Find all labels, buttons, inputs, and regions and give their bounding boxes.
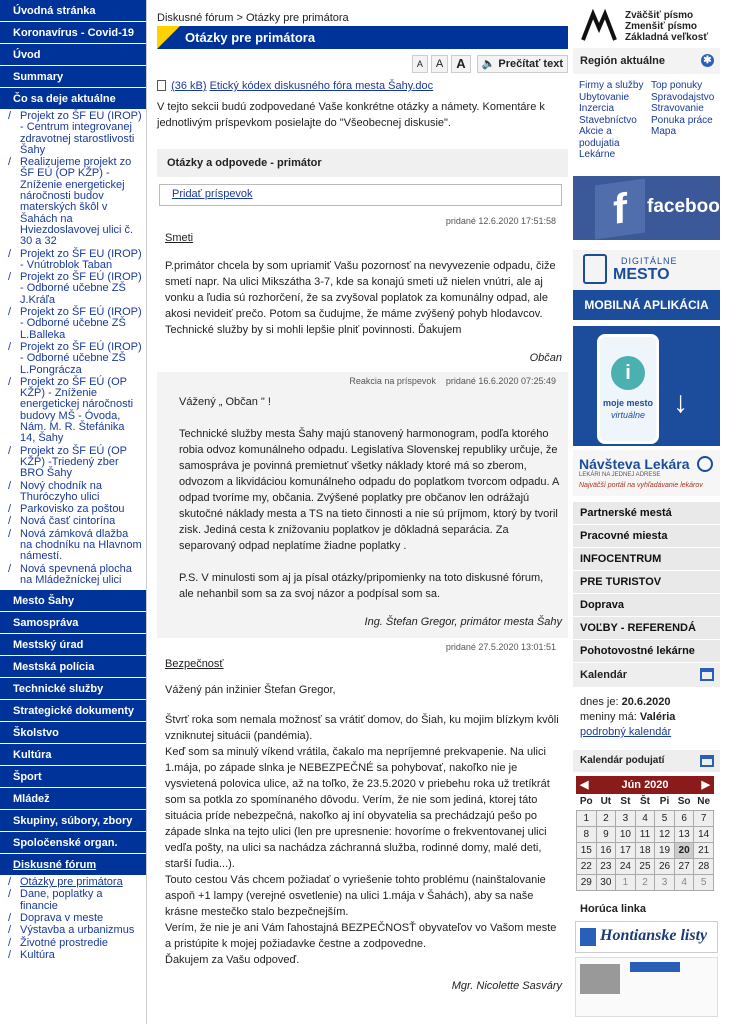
read-text-button[interactable] <box>477 55 568 73</box>
prev-month-arrow-icon[interactable]: ◀ <box>580 779 589 791</box>
facebook-banner[interactable] <box>573 176 736 240</box>
calendar-day[interactable]: 27 <box>674 858 694 874</box>
forum-list <box>0 876 146 965</box>
news-link[interactable]: / Parkovisko za poštou <box>0 504 146 515</box>
calendar-day[interactable]: 4 <box>635 810 655 826</box>
read-text-label: Prečítať text <box>498 58 563 70</box>
right-sidebar <box>573 0 736 1024</box>
nav-item-strategicke-dokumenty[interactable]: Strategické dokumenty <box>0 700 146 722</box>
font-reset-link[interactable]: Základná veľkosť <box>625 32 709 43</box>
post-subject: Bezpečnosť <box>165 658 224 670</box>
name-day-label: meniny má: <box>580 711 637 723</box>
reply-label: Reakcia na príspevok <box>349 376 436 386</box>
nav-item-koronavirus-covid-19[interactable]: Koronavírus - Covid-19 <box>0 22 146 44</box>
post-text: P.primátor chcela by som upriamiť Vašu pozornosť na nevyvezenie odpadu, čiže smetí napr. Na ulici Mikszátha 3-7, kde sa konajú smeti už nielen vnútri, ale aj vonku a ľudia sú rozhorčení, že sa zvyšoval poplatok za komunálny odpad, ale akosi nevideiť prečo. Potom sa čudujme, že máme zvýšený pohyb hlodavcov. Technické služby by si mohli lepšie plniť povinnosti. Ďakujem <box>165 260 556 336</box>
news-link[interactable]: / Nová spevnená plocha na Mládežníckej ulici <box>0 564 146 587</box>
phone-icon <box>583 254 607 284</box>
hotline-title: Horúca linka <box>580 902 647 915</box>
post-greeting: Vážený pán inžinier Štefan Gregor, <box>165 684 336 696</box>
next-month-arrow-icon[interactable]: ▶ <box>701 779 710 791</box>
main-content <box>153 0 568 1024</box>
app-label: MOBILNÁ APLIKÁCIA <box>573 290 720 320</box>
nav-item-uvodna-stranka[interactable]: Úvodná stránka <box>0 0 146 22</box>
hontianske-banner[interactable] <box>575 921 718 953</box>
post-date: pridané 12.6.2020 17:51:58 <box>445 216 556 226</box>
weekday-label: Št <box>635 794 655 810</box>
name-day-value: Valéria <box>639 711 676 723</box>
calendar-day[interactable]: 24 <box>616 858 636 874</box>
calendar-day[interactable]: 3 <box>655 874 675 890</box>
virtualne: virtuálne <box>610 410 646 420</box>
calendar-day[interactable]: 14 <box>694 826 714 842</box>
calendar-day[interactable]: 21 <box>694 842 714 858</box>
calendar-day[interactable]: 28 <box>694 858 714 874</box>
right-link-doprava[interactable]: Doprava <box>573 594 720 617</box>
info-pin-icon: i <box>611 356 645 390</box>
nav-item-skolstvo[interactable]: Školstvo <box>0 722 146 744</box>
nav-item-summary[interactable]: Summary <box>0 66 146 88</box>
page-title-bar <box>157 26 568 49</box>
lekar-banner[interactable] <box>573 450 720 496</box>
font-small-button[interactable]: A <box>412 55 428 73</box>
newspaper-preview[interactable] <box>575 957 718 1017</box>
post-date: pridané 27.5.2020 13:01:51 <box>445 642 556 652</box>
settings-icon[interactable]: ✱ <box>701 54 714 67</box>
region-link[interactable]: Lekárne <box>579 149 616 160</box>
attachment <box>153 75 568 97</box>
nav-item-technicke-sluzby[interactable]: Technické služby <box>0 678 146 700</box>
calendar-day[interactable]: 26 <box>655 858 675 874</box>
virtual-city-banner[interactable] <box>573 326 720 446</box>
nav-item-uvod[interactable]: Úvod <box>0 44 146 66</box>
calendar-day[interactable]: 25 <box>635 858 655 874</box>
weekday-label: Ne <box>694 794 714 810</box>
post-author: Občan <box>529 352 562 364</box>
calendar-day[interactable]: 19 <box>655 842 675 858</box>
calendar-icon <box>700 668 714 681</box>
mesto-label: MESTO <box>613 266 670 283</box>
calendar-day[interactable]: 20 <box>674 842 694 858</box>
reply-greeting: Vážený „ Občan " ! <box>179 396 271 408</box>
font-links <box>625 10 708 43</box>
newspaper-thumb-icon <box>580 964 620 994</box>
region-link[interactable]: Ponuka práce <box>651 114 713 126</box>
section-title: Otázky a odpovede - primátor <box>157 149 568 177</box>
attachment-link[interactable]: Etický kódex diskusného fóra mesta Šahy.doc <box>209 80 434 92</box>
calendar-header <box>573 663 720 687</box>
font-size-panel <box>573 0 720 48</box>
calendar-day[interactable]: 3 <box>616 810 636 826</box>
calendar-day[interactable]: 11 <box>635 826 655 842</box>
forum-link[interactable]: / Dane, poplatky a financie <box>0 889 146 912</box>
download-icon: ↓ <box>673 386 688 419</box>
calendar-info <box>573 687 720 740</box>
detailed-calendar-link[interactable]: podrobný kalendár <box>580 726 672 738</box>
calendar-day[interactable]: 2 <box>635 874 655 890</box>
calendar-day[interactable]: 17 <box>616 842 636 858</box>
post-author: Mgr. Nicolette Sasváry <box>451 980 562 992</box>
lekar-tagline: Najväčší portál na vyhľadávanie lekárov <box>579 482 703 489</box>
calendar-day[interactable]: 8 <box>577 826 597 842</box>
font-normal-button[interactable]: A <box>431 55 448 73</box>
forum-link[interactable]: / Kultúra <box>0 950 146 961</box>
nav-item-diskusne-forum[interactable]: Diskusné fórum <box>0 854 146 876</box>
left-navigation <box>0 0 147 1024</box>
forum-link[interactable]: / Otázky pre primátora <box>0 877 146 888</box>
calendar-day[interactable]: 1 <box>616 874 636 890</box>
calendar-icon <box>700 755 714 767</box>
add-post-box <box>159 184 562 206</box>
region-link[interactable]: Inzercia <box>579 103 615 114</box>
region-link[interactable]: Akcie a podujatia <box>579 126 620 149</box>
calendar-day[interactable]: 9 <box>596 826 616 842</box>
hont-logo-icon <box>580 928 596 946</box>
region-title: Región aktuálne <box>580 55 665 67</box>
post-paragraph-2: Keď som sa minulý víkend vrátila, čakalo ma nepríjemné prekvapenie. Na ulici 1.mája, po západe slnka je NEBEZPEČNÉ sa pohybovať, nakoľko nie je vysvietená polovica ulice, až na toľko, že 23.5.2020 v priebehu roka už tretíkrát som sa potkla zo spomínaného dôvodu. Verím, že nie som jediná, ktorej táto situácia príde nebezpečná, nakoľko aj iní obyvatelia sa prechádzajú pešo po západe slnka na tejto ulici (len pre upresnenie: hovoríme o frekventovanej ulici vedľa pošty, na ulici sa nachádza záchranná služba, rodinné domy, malé deti, starší ľudia...). <box>165 746 550 870</box>
news-link[interactable]: / Projekt zo ŠF EÚ (IROP) - Odborné učebne ZŠ L.Pongrácza <box>0 342 146 376</box>
reply-meta <box>157 376 568 386</box>
calendar-day[interactable]: 12 <box>655 826 675 842</box>
section-intro: V tejto sekcii budú zodpovedané Vaše konkrétne otázky a námety. Komentáre k jednotlivým príspevkom posielajte do "Všeobecnej diskusie". <box>157 101 545 129</box>
digital-city-banner[interactable] <box>573 250 720 320</box>
font-large-button[interactable]: A <box>451 55 470 73</box>
news-link[interactable]: / Projekt zo ŠF EÚ (OP KŽP) -Triedený zber BRO Šahy <box>0 446 146 480</box>
calendar-day[interactable]: 22 <box>577 858 597 874</box>
right-link-pohotovostne-lekarne[interactable]: Pohotovostné lekárne <box>573 640 720 663</box>
post-bezpecnost <box>153 642 568 992</box>
post-paragraph-1: Štvrť roka som nemala možnosť sa vrátiť domov, do Šiah, ku mojim blízkym kvôli vzniknutej situácii (pandémia). <box>165 714 559 742</box>
post-smeti <box>153 216 568 364</box>
nav-item-skupiny-subory-zbory[interactable]: Skupiny, súbory, zbory <box>0 810 146 832</box>
lekar-title: Návšteva Lekára <box>579 456 690 472</box>
reply-date: pridané 16.6.2020 07:25:49 <box>445 376 556 386</box>
news-list <box>0 110 146 590</box>
post-paragraph-5: Ďakujem za Vašu odpoveď. <box>165 954 300 966</box>
right-link-pre-turistov[interactable]: PRE TURISTOV <box>573 571 720 594</box>
calendar-title: Kalendár <box>580 669 628 681</box>
facebook-icon: f <box>595 178 645 239</box>
region-link[interactable]: Stravovanie <box>651 103 704 114</box>
attachment-size[interactable]: (36 kB) <box>171 80 207 92</box>
calendar-day[interactable]: 30 <box>596 874 616 890</box>
accessibility-tools <box>153 49 568 75</box>
reply-author: Ing. Štefan Gregor, primátor mesta Šahy <box>364 616 562 628</box>
region-link[interactable]: Ubytovanie <box>579 91 630 103</box>
right-link-pracovne-miesta[interactable]: Pracovné miesta <box>573 525 720 548</box>
region-link[interactable]: Firmy a služby <box>579 80 644 91</box>
nav-item-samosprava[interactable]: Samospráva <box>0 612 146 634</box>
reply-paragraph-2: P.S. V minulosti som aj ja písal otázky/pripomienky na toto diskusné fórum, ale nehanbil som sa za svoj názor a podpísal som sa. <box>179 572 544 600</box>
calendar-day[interactable]: 5 <box>655 810 675 826</box>
nav-item-mladez[interactable]: Mládež <box>0 788 146 810</box>
news-link[interactable]: / Nová zámková dlažba na chodníku na Hlavnom námestí. <box>0 529 146 563</box>
news-link[interactable]: / Nový chodník na Thuróczyho ulici <box>0 481 146 504</box>
interreg-logo-icon <box>630 962 680 972</box>
forum-link[interactable]: / Životné prostredie <box>0 938 146 949</box>
speaker-icon: 🔈 <box>481 58 496 70</box>
forum-link[interactable]: / Doprava v meste <box>0 913 146 924</box>
news-link[interactable]: / Realizujeme projekt zo ŠF EÚ (OP KŽP) - Zníženie energetickej náročnosti budov materských škôl v Šahách na Hviezdoslavovej ulici č. 30 a 32 <box>0 157 146 247</box>
news-link[interactable]: / Projekt zo ŠF EÚ (IROP) - Odborné učebne ZŠ L.Balleka <box>0 307 146 341</box>
weekday-label: Po <box>577 794 597 810</box>
calendar-day[interactable]: 13 <box>674 826 694 842</box>
calendar-day[interactable]: 10 <box>616 826 636 842</box>
weekday-label: So <box>674 794 694 810</box>
region-links <box>573 74 720 160</box>
region-header <box>573 48 720 74</box>
right-link-volby-referenda[interactable]: VOĽBY - REFERENDÁ <box>573 617 720 640</box>
month-label: Jún 2020 <box>621 779 669 791</box>
month-bar <box>576 776 714 794</box>
calendar-day[interactable]: 1 <box>577 810 597 826</box>
hont-title: Hontianske listy <box>600 926 708 944</box>
right-link-infocentrum[interactable]: INFOCENTRUM <box>573 548 720 571</box>
news-link[interactable]: / Projekt zo ŠF EU (IROP) - Centrum integrovanej zdravotnej starostlivosti Šahy <box>0 111 146 156</box>
nav-item-mestska-policia[interactable]: Mestská polícia <box>0 656 146 678</box>
calendar-day[interactable]: 6 <box>674 810 694 826</box>
news-link[interactable]: / Projekt zo ŠF EÚ (IROP) - Odborné učebne ZŠ J.Kráľa <box>0 272 146 306</box>
news-link[interactable]: / Projekt zo ŠF EU (IROP) - Vnútroblok Taban <box>0 249 146 272</box>
events-header <box>573 750 720 772</box>
events-calendar <box>576 794 714 891</box>
news-link[interactable]: / Nová časť cintorína <box>0 516 146 527</box>
post-paragraph-4: Verím, že nie je ani Vám ľahostajná BEZPEČNOSŤ obyvateľov vo Vašom meste a pristúpite k mojej požiadavke čestne a zodpovedne. <box>165 922 557 950</box>
lekar-subtitle: LEKÁRI NA JEDNEJ ADRESE <box>579 472 661 478</box>
document-icon <box>157 80 166 91</box>
digital-label: DIGITÁLNE <box>621 256 678 266</box>
nav-item-spolocenske-organ[interactable]: Spoločenské organ. <box>0 832 146 854</box>
weekday-label: Pi <box>655 794 675 810</box>
reply-post <box>157 372 568 638</box>
nav-item-sport[interactable]: Šport <box>0 766 146 788</box>
page-title: Otázky pre primátora <box>185 30 316 45</box>
logo-icon <box>581 10 617 42</box>
calendar-day[interactable]: 18 <box>635 842 655 858</box>
font-smaller-link[interactable]: Zmenšiť písmo <box>625 21 698 32</box>
region-link[interactable]: Top ponuky <box>651 80 703 91</box>
moje-mesto: moje mesto <box>603 398 654 408</box>
breadcrumb: Diskusné fórum > Otázky pre primátora <box>157 12 349 24</box>
calendar-day[interactable]: 16 <box>596 842 616 858</box>
nav-item-co-sa-deje-aktualne[interactable]: Čo sa deje aktuálne <box>0 88 146 110</box>
facebook-label: facebook. <box>647 196 736 217</box>
post-subject: Smeti <box>165 232 194 244</box>
calendar-day[interactable]: 4 <box>674 874 694 890</box>
region-link[interactable]: Stavebníctvo <box>579 114 637 126</box>
events-title: Kalendár podujatí <box>580 755 665 766</box>
weekday-label: Ut <box>596 794 616 810</box>
calendar-day[interactable]: 23 <box>596 858 616 874</box>
stethoscope-icon <box>697 456 713 472</box>
nav-item-mesto-sahy[interactable]: Mesto Šahy <box>0 590 146 612</box>
calendar-day[interactable]: 5 <box>694 874 714 890</box>
today-label: dnes je: <box>580 696 619 708</box>
post-paragraph-3: Touto cestou Vás chcem požiadať o vyriešenie tohto problému (nainštalovanie aspoň +1 lampy (verejné osvetlenie) na ulici 1.mája v Šahách), aby sa naše krásne mestečko stalo bezpečnejším. <box>165 874 546 918</box>
today-value: 20.6.2020 <box>621 696 671 708</box>
reply-paragraph-1: Technické služby mesta Šahy majú stanovený harmonogram, podľa ktorého robia odvoz komunálneho odpadu. Legislatíva Slovenskej republiky určuje, že samospráva je povinná premietnuť všetky náklady ktoré má so zberom, odvozom a likvidáciou komunálneho odpadu do poplatkom tvorcom odpadu. A odpad tvoríme my, občania. Zvýšené poplatky pre občanov len odrážajú skutočné náklady mesta a TS na tieto činnosti a nie sú príjmom, ktorý by tvoril zisk. Jediná cesta k znižovaniu poplatkov je dôkladná separácia. Za separovaný odpad neplatíme žiadne poplatky . <box>179 428 559 552</box>
calendar-day[interactable]: 7 <box>694 810 714 826</box>
weekday-label: St <box>616 794 636 810</box>
nav-item-mestsky-urad[interactable]: Mestský úrad <box>0 634 146 656</box>
calendar-day[interactable]: 15 <box>577 842 597 858</box>
calendar-day[interactable]: 2 <box>596 810 616 826</box>
calendar-day[interactable]: 29 <box>577 874 597 890</box>
forum-link[interactable]: / Výstavba a urbanizmus <box>0 925 146 936</box>
right-link-partnerske-mesta[interactable]: Partnerské mestá <box>573 502 720 525</box>
news-link[interactable]: / Projekt zo ŠF EÚ (OP KŽP) - Zníženie energetickej náročnosti budovy MŠ - Óvoda, Nám. M. R. Štefánika 14, Šahy <box>0 377 146 445</box>
add-post-link[interactable]: Pridať príspevok <box>172 188 253 200</box>
region-link[interactable]: Spravodajstvo <box>651 91 715 103</box>
nav-item-kultura[interactable]: Kultúra <box>0 744 146 766</box>
right-links <box>573 502 720 663</box>
font-bigger-link[interactable]: Zväčšiť písmo <box>625 10 694 21</box>
region-link[interactable]: Mapa <box>651 126 677 137</box>
